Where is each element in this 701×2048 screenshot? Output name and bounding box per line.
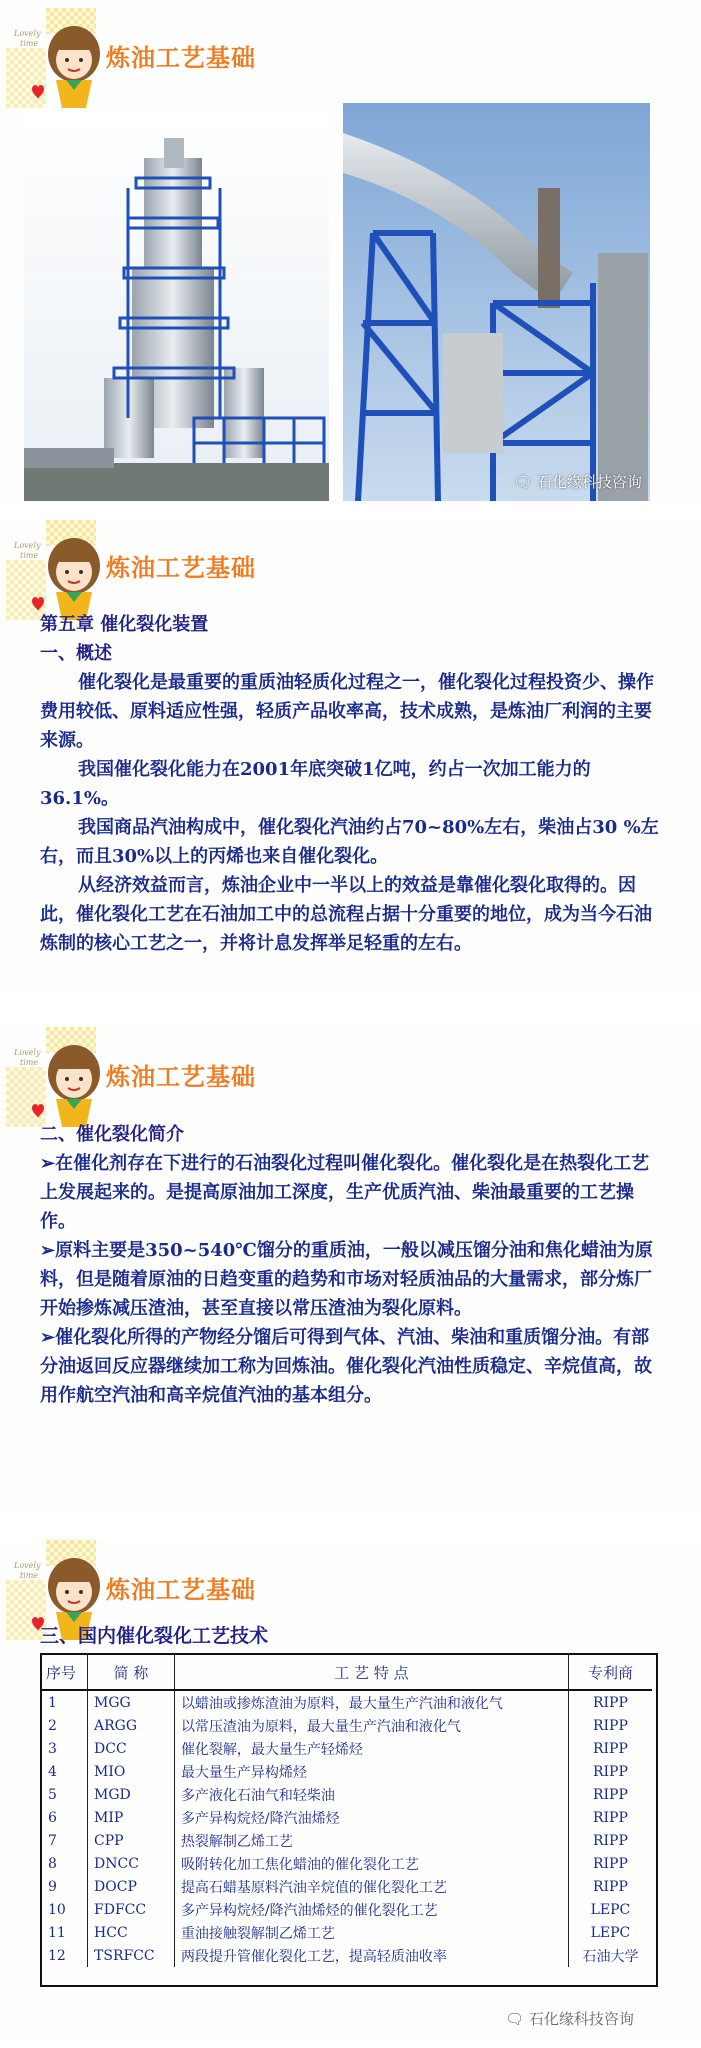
table-row (42, 1898, 652, 1921)
cell-num: 2 (42, 1714, 88, 1737)
cell-name: DCC (88, 1737, 175, 1760)
cell-num: 4 (42, 1760, 88, 1783)
table-row (42, 1921, 652, 1944)
paragraph: 我国商品汽油构成中，催化裂化汽油约占70~80%左右，柴油占30 %左右，而且30%以上的丙烯也来自催化裂化。 (40, 817, 659, 867)
slide-1 (0, 0, 701, 505)
paragraph: 催化裂化是最重要的重质油轻质化过程之一，催化裂化过程投资少、操作费用较低、原料适应性强，轻质产品收率高，技术成熟，是炼油厂利润的主要来源。 (40, 672, 654, 751)
table-row (42, 1690, 652, 1714)
cell-feature: 多产异构烷烃/降汽油烯烃的催化裂化工艺 (174, 1898, 568, 1921)
cell-name: FDFCC (88, 1898, 175, 1921)
cell-feature: 热裂解制乙烯工艺 (174, 1829, 568, 1852)
cell-name: MGG (88, 1690, 175, 1714)
table-row (42, 1829, 652, 1852)
table-row (42, 1944, 652, 1967)
cell-feature: 重油接触裂解制乙烯工艺 (174, 1921, 568, 1944)
cell-num: 5 (42, 1783, 88, 1806)
cell-owner: RIPP (592, 1740, 628, 1757)
cell-owner: LEPC (590, 1924, 631, 1941)
table-row (42, 1760, 652, 1783)
cell-feature: 催化裂解，最大量生产轻烯烃 (174, 1737, 568, 1760)
cell-feature: 多产液化石油气和轻柴油 (174, 1783, 568, 1806)
refinery-tower-photo (24, 118, 329, 501)
cell-owner: RIPP (592, 1878, 628, 1895)
tech-table (42, 1655, 652, 1967)
cell-owner: RIPP (592, 1832, 628, 1849)
cell-num: 3 (42, 1737, 88, 1760)
table-row (42, 1737, 652, 1760)
paragraph: 从经济效益而言，炼油企业中一半以上的效益是靠催化裂化取得的。因此，催化裂化工艺在石油加工中的总流程占据十分重要的地位，成为当今石油炼制的核心工艺之一，并将计息发挥举足轻重的左右。 (40, 875, 652, 954)
cell-name: MGD (88, 1783, 175, 1806)
wechat-icon: 🗨 (513, 473, 533, 491)
cell-name: HCC (88, 1921, 175, 1944)
cell-owner: LEPC (590, 1901, 631, 1918)
bullet-item: ➢在催化剂存在下进行的石油裂化过程叫催化裂化。催化裂化是在热裂化工艺上发展起来的。是提高原油加工深度，生产优质汽油、柴油最重要的工艺操作。 (40, 1153, 650, 1232)
watermark: 🗨 石化缘科技咨询 (505, 2010, 634, 2028)
cell-num: 10 (42, 1898, 88, 1921)
wechat-icon: 🗨 (505, 2010, 525, 2028)
slide-2 (0, 518, 701, 998)
slide-title: 炼油工艺基础 (106, 1576, 256, 1604)
cell-feature: 两段提升管催化裂化工艺，提高轻质油收率 (174, 1944, 568, 1967)
cell-owner: 石油大学 (582, 1948, 639, 1965)
cell-num: 8 (42, 1852, 88, 1875)
table-header-row (42, 1655, 652, 1690)
slide-body (40, 610, 660, 958)
cell-feature: 最大量生产异构烯烃 (174, 1760, 568, 1783)
cell-feature: 吸附转化加工焦化蜡油的催化裂化工艺 (174, 1852, 568, 1875)
cell-owner: RIPP (592, 1786, 628, 1803)
table-row (42, 1783, 652, 1806)
cell-owner: RIPP (592, 1694, 628, 1711)
bullet-item: ➢催化裂化所得的产物经分馏后可得到气体、汽油、柴油和重质馏分油。有部分油返回反应器继续加工称为回炼油。催化裂化汽油性质稳定、辛烷值高，故用作航空汽油和高辛烷值汽油的基本组分。 (40, 1327, 652, 1406)
cell-owner: RIPP (592, 1717, 628, 1734)
cell-name: TSRFCC (88, 1944, 175, 1967)
cell-num: 1 (42, 1690, 88, 1714)
slide-title: 炼油工艺基础 (106, 44, 256, 72)
cell-feature: 以蜡油或掺炼渣油为原料，最大量生产汽油和液化气 (174, 1690, 568, 1714)
cell-name: DNCC (88, 1852, 175, 1875)
steel-structure-photo (343, 103, 650, 501)
cell-name: ARGG (88, 1714, 175, 1737)
section-heading: 三、国内催化裂化工艺技术 (40, 1625, 269, 1647)
cell-owner: RIPP (592, 1763, 628, 1780)
cell-name: MIO (88, 1760, 175, 1783)
cell-name: DOCP (88, 1875, 175, 1898)
slide-title: 炼油工艺基础 (106, 554, 256, 582)
section-heading: 一、概述 (40, 643, 112, 664)
slide-4 (0, 1538, 701, 2043)
cell-feature: 提高石蜡基原料汽油辛烷值的催化裂化工艺 (174, 1875, 568, 1898)
slide-body (40, 1120, 660, 1410)
cell-num: 9 (42, 1875, 88, 1898)
table-row (42, 1806, 652, 1829)
girl-avatar-icon (6, 8, 116, 118)
slide-title: 炼油工艺基础 (106, 1063, 256, 1091)
cell-num: 12 (42, 1944, 88, 1967)
table-row (42, 1875, 652, 1898)
col-header: 工 艺 特 点 (174, 1655, 568, 1690)
bullet-item: ➢原料主要是350~540℃馏分的重质油，一般以减压馏分油和焦化蜡油为原料，但是随着原油的日趋变重的趋势和市场对轻质油品的大量需求，部分炼厂开始掺炼减压渣油，甚至直接以常压渣油为裂化原料。 (40, 1240, 653, 1319)
watermark: 🗨 石化缘科技咨询 (513, 473, 642, 491)
cell-num: 7 (42, 1829, 88, 1852)
cell-feature: 多产异构烷烃/降汽油烯烃 (174, 1806, 568, 1829)
cell-feature: 以常压渣油为原料，最大量生产汽油和液化气 (174, 1714, 568, 1737)
cell-owner: RIPP (592, 1809, 628, 1826)
table-row (42, 1714, 652, 1737)
cell-name: MIP (88, 1806, 175, 1829)
col-header: 专利商 (568, 1655, 652, 1690)
col-header: 序号 (42, 1655, 88, 1690)
section-heading: 二、催化裂化简介 (40, 1124, 184, 1145)
paragraph: 我国催化裂化能力在2001年底突破1亿吨，约占一次加工能力的36.1%。 (40, 759, 591, 809)
slide-3 (0, 1025, 701, 1515)
cell-num: 6 (42, 1806, 88, 1829)
col-header: 简 称 (88, 1655, 175, 1690)
table-row (42, 1852, 652, 1875)
cell-owner: RIPP (592, 1855, 628, 1872)
cell-num: 11 (42, 1921, 88, 1944)
cell-name: CPP (88, 1829, 175, 1852)
chapter-heading: 第五章 催化裂化装置 (40, 614, 209, 635)
